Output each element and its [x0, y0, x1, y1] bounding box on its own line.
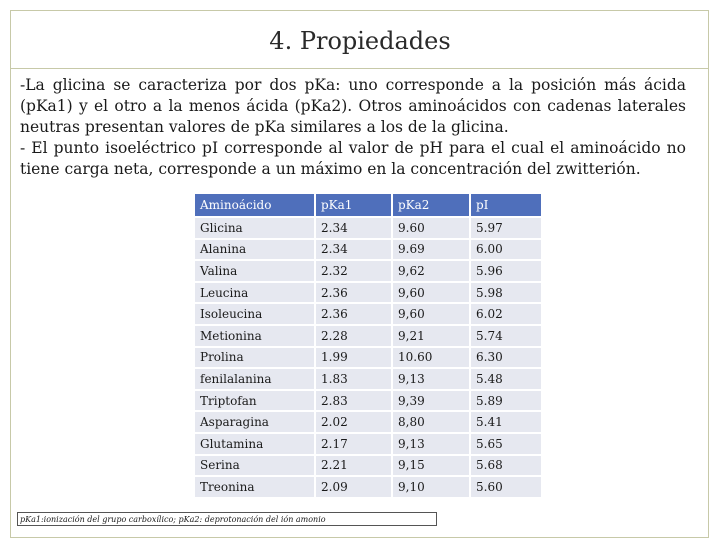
table-row [195, 348, 541, 368]
table-row [195, 391, 541, 411]
cell-pka2: 9.60 [393, 218, 469, 238]
cell-pka2: 9,21 [393, 326, 469, 346]
cell-pi: 5.96 [471, 261, 541, 281]
table-row [195, 261, 541, 281]
cell-aminoacido: Metionina [195, 326, 314, 346]
slide-title: 4. Propiedades [269, 27, 451, 55]
table-row [195, 477, 541, 497]
cell-pka2: 8,80 [393, 412, 469, 432]
table-row [195, 456, 541, 476]
cell-pka1: 2.34 [316, 240, 391, 260]
cell-pka1: 1.99 [316, 348, 391, 368]
cell-aminoacido: Prolina [195, 348, 314, 368]
cell-aminoacido: fenilalanina [195, 369, 314, 389]
cell-aminoacido: Glicina [195, 218, 314, 238]
cell-pka1: 2.34 [316, 218, 391, 238]
table-row [195, 240, 541, 260]
body-text [20, 75, 686, 180]
cell-pi: 5.65 [471, 434, 541, 454]
cell-aminoacido: Triptofan [195, 391, 314, 411]
cell-pi: 5.89 [471, 391, 541, 411]
table-body [195, 218, 541, 497]
cell-aminoacido: Leucina [195, 283, 314, 303]
cell-pi: 5.97 [471, 218, 541, 238]
cell-pka1: 2.36 [316, 304, 391, 324]
cell-aminoacido: Valina [195, 261, 314, 281]
cell-aminoacido: Glutamina [195, 434, 314, 454]
cell-pka1: 2.83 [316, 391, 391, 411]
cell-pka1: 1.83 [316, 369, 391, 389]
cell-pka1: 2.17 [316, 434, 391, 454]
table-row [195, 434, 541, 454]
cell-pi: 6.30 [471, 348, 541, 368]
cell-pka2: 9.69 [393, 240, 469, 260]
cell-aminoacido: Alanina [195, 240, 314, 260]
header-pka1: pKa1 [316, 194, 391, 216]
cell-pka2: 9,13 [393, 434, 469, 454]
cell-pi: 5.74 [471, 326, 541, 346]
table-row [195, 218, 541, 238]
table-header-row [195, 194, 541, 216]
table-row [195, 304, 541, 324]
cell-pka2: 9,39 [393, 391, 469, 411]
cell-aminoacido: Serina [195, 456, 314, 476]
cell-pka2: 10.60 [393, 348, 469, 368]
cell-pka1: 2.28 [316, 326, 391, 346]
cell-aminoacido: Isoleucina [195, 304, 314, 324]
cell-pi: 6.02 [471, 304, 541, 324]
cell-pka1: 2.02 [316, 412, 391, 432]
table-row [195, 283, 541, 303]
cell-pka2: 9,62 [393, 261, 469, 281]
cell-pka2: 9,60 [393, 283, 469, 303]
cell-pi: 5.68 [471, 456, 541, 476]
cell-pka2: 9,10 [393, 477, 469, 497]
paragraph-isoelectric-point: - El punto isoeléctrico pI corresponde al valor de pH para el cual el aminoácido no tiene carga neta, corresponde a un máximo en la concentración del zwitterión. [20, 139, 686, 178]
cell-pka1: 2.32 [316, 261, 391, 281]
cell-aminoacido: Treonina [195, 477, 314, 497]
table-row [195, 412, 541, 432]
header-pi: pI [471, 194, 541, 216]
cell-aminoacido: Asparagina [195, 412, 314, 432]
title-divider [10, 68, 709, 69]
header-aminoacido: Aminoácido [195, 194, 314, 216]
header-pka2: pKa2 [393, 194, 469, 216]
cell-pka1: 2.36 [316, 283, 391, 303]
paragraph-glicina-pka: -La glicina se caracteriza por dos pKa: uno corresponde a la posición más ácida (pKa1) y el otro a la menos ácida (pKa2). Otros aminoácidos con cadenas laterales neutras presentan valores de pKa similares a los de la glicina. [20, 76, 686, 136]
table-row [195, 369, 541, 389]
footnote: pKa1:ionización del grupo carboxílico; pKa2: deprotonación del ión amonio [17, 512, 437, 526]
cell-pka1: 2.21 [316, 456, 391, 476]
cell-pi: 5.60 [471, 477, 541, 497]
cell-pi: 5.98 [471, 283, 541, 303]
cell-pi: 5.48 [471, 369, 541, 389]
cell-pi: 6.00 [471, 240, 541, 260]
cell-pka2: 9,13 [393, 369, 469, 389]
cell-pi: 5.41 [471, 412, 541, 432]
cell-pka2: 9,15 [393, 456, 469, 476]
cell-pka1: 2.09 [316, 477, 391, 497]
table-row [195, 326, 541, 346]
cell-pka2: 9,60 [393, 304, 469, 324]
amino-acid-table [193, 192, 543, 499]
